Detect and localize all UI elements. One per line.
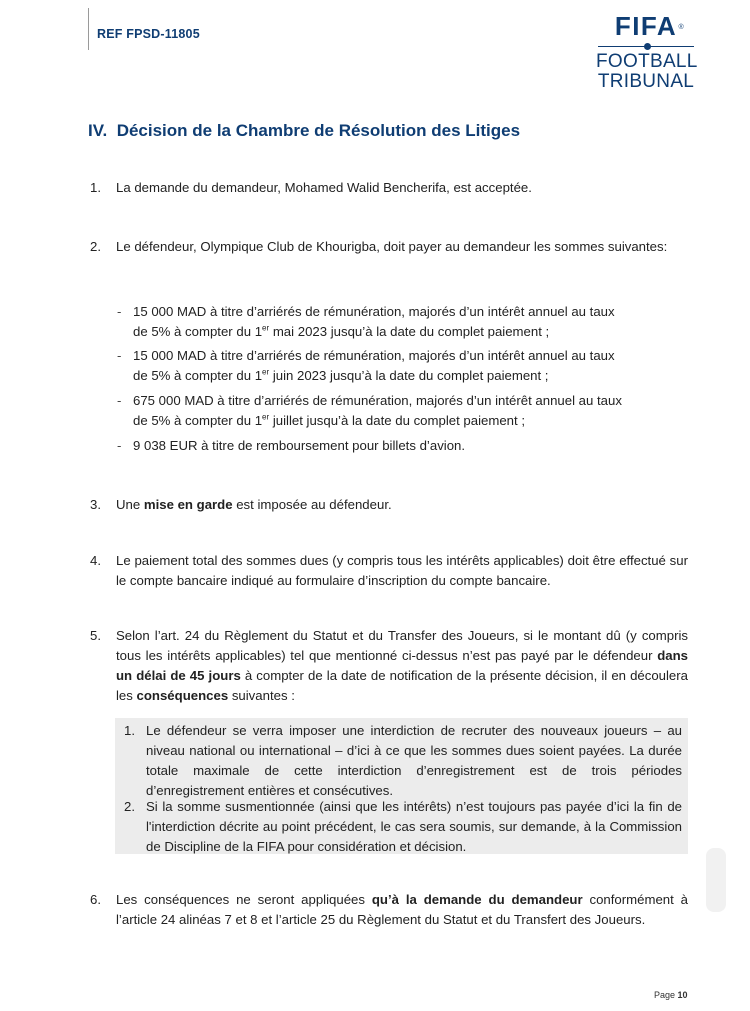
reference-number: REF FPSD-11805 <box>97 27 200 41</box>
item-3-number: 3. <box>90 497 101 512</box>
bullet-dash: - <box>117 393 122 408</box>
bullet-3 <box>133 391 693 431</box>
item-3-text: Une mise en garde est imposée au défendeur. <box>116 497 392 512</box>
bullet-1-line1: 15 000 MAD à titre d’arriérés de rémunération, majorés d’un intérêt annuel au taux <box>133 304 615 319</box>
bullet-2 <box>133 346 693 386</box>
sub-item-2-number: 2. <box>124 799 135 814</box>
logo-rule <box>598 42 694 52</box>
fifa-football-tribunal-logo <box>596 12 696 92</box>
logo-fifa-text: FIFA <box>614 11 678 41</box>
sub-item-1-text: Le défendeur se verra imposer une interdiction de recruter des nouveaux joueurs – au niveau national ou international – d’ici à ce que les sommes dues soient payées. La durée totale maximale de cette interdiction d’enregistrement est de trois périodes d’enregistrement entières et consécutives. <box>146 723 682 798</box>
logo-registered-mark: ® <box>678 24 686 31</box>
bullet-1-line2b: mai 2023 jusqu’à la date du complet paiement ; <box>269 324 550 339</box>
bullet-2-line1: 15 000 MAD à titre d’arriérés de rémunération, majorés d’un intérêt annuel au taux <box>133 348 615 363</box>
item-3-bold: mise en garde <box>143 497 233 512</box>
item-5-text: Selon l’art. 24 du Règlement du Statut et du Transfer des Joueurs, si le montant dû (y compris tous les intérêts applicables) tel que mentionné ci-dessus n’est pas payé par le défendeur dans un délai de 45 jours à compter de la date de notification de la présente décision, il en découlera les conséquences suivantes : <box>116 628 688 703</box>
item-4-text: Le paiement total des sommes dues (y compris tous les intérêts applicables) doit être effectué sur le compte bancaire indiqué au formulaire d’inscription du compte bancaire. <box>116 553 688 588</box>
logo-football-text: FOOTBALL <box>596 51 698 72</box>
item-1-number: 1. <box>90 180 101 195</box>
header-divider <box>88 8 89 50</box>
item-6-number: 6. <box>90 892 101 907</box>
bullet-dash: - <box>117 348 122 363</box>
bullet-dash: - <box>117 304 122 319</box>
item-6-text: Les conséquences ne seront appliquées qu’à la demande du demandeur conformément à l’article 24 alinéas 7 et 8 et l’article 25 du Règlement du Statut et du Transfert des Joueurs. <box>116 892 689 927</box>
section-number: IV. <box>88 121 108 140</box>
bullet-2-line2a: de 5% à compter du 1 <box>133 368 263 383</box>
section-title-text: Décision de la Chambre de Résolution des Litiges <box>116 121 521 140</box>
bullet-1-line2a: de 5% à compter du 1 <box>133 324 263 339</box>
bullet-4: 9 038 EUR à titre de remboursement pour billets d’avion. <box>133 438 466 453</box>
bullet-3-line1: 675 000 MAD à titre d’arriérés de rémunération, majorés d’un intérêt annuel au taux <box>133 393 622 408</box>
bullet-1-sup: er <box>262 323 270 333</box>
bullet-3-sup: er <box>262 412 270 422</box>
sub-item-2-text: Si la somme susmentionnée (ainsi que les intérêts) n’est toujours pas payée d’ici la fin de l'interdiction décrite au point précédent, le cas sera soumis, sur demande, à la Commission de Discipline de la FIFA pour considération et décision. <box>146 799 682 854</box>
item-2-text: Le défendeur, Olympique Club de Khourigba, doit payer au demandeur les sommes suivantes: <box>116 239 668 254</box>
bullet-dash: - <box>117 438 122 453</box>
scroll-handle[interactable] <box>706 848 726 912</box>
bullet-3-line2b: juillet jusqu’à la date du complet paiement ; <box>269 413 525 428</box>
item-5-number: 5. <box>90 628 101 643</box>
logo-tribunal-text: TRIBUNAL <box>597 71 695 92</box>
item-2-number: 2. <box>90 239 101 254</box>
item-5-deadline: dans un délai de 45 jours <box>116 648 688 683</box>
section-title <box>88 121 520 141</box>
bullet-3-line2a: de 5% à compter du 1 <box>133 413 263 428</box>
logo-dot-icon <box>644 43 651 50</box>
sub-item-1-number: 1. <box>124 723 135 738</box>
item-6-bold: qu’à la demande du demandeur <box>371 892 583 907</box>
item-5-consequences: conséquences <box>136 688 229 703</box>
item-1-text: La demande du demandeur, Mohamed Walid Bencherifa, est acceptée. <box>116 180 532 195</box>
fifa-wordmark <box>614 11 686 41</box>
item-4-number: 4. <box>90 553 101 568</box>
bullet-2-line2b: juin 2023 jusqu’à la date du complet paiement ; <box>269 368 549 383</box>
page-number: Page 10 <box>654 990 688 1000</box>
bullet-1 <box>133 302 693 342</box>
bullet-2-sup: er <box>262 367 270 377</box>
